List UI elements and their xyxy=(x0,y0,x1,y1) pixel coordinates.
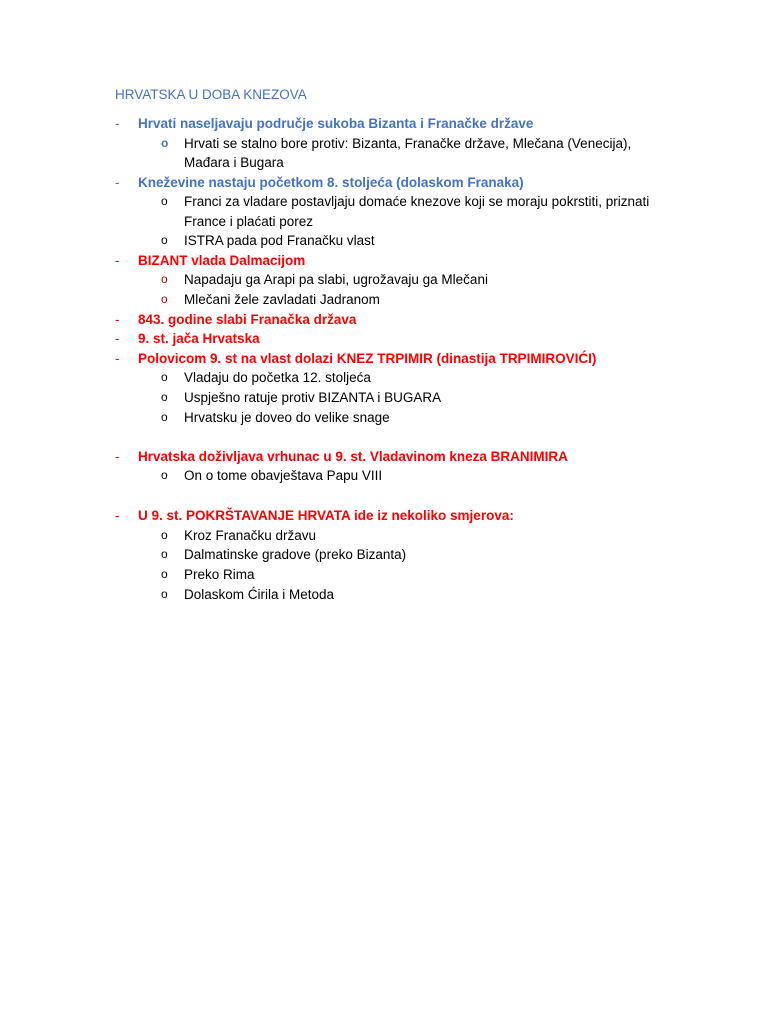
list-item-text: Mlečani žele zavladati Jadranom xyxy=(184,292,380,307)
dash-bullet: - xyxy=(115,312,120,327)
circle-bullet-icon: o xyxy=(161,410,168,424)
list-item-text: Hrvati se stalno bore protiv: Bizanta, Franačke države, Mlečana (Venecija), xyxy=(184,136,632,151)
list-item-text: Dalmatinske gradove (preko Bizanta) xyxy=(184,547,407,562)
circle-bullet-icon: o xyxy=(161,390,168,404)
dash-bullet: - xyxy=(115,331,120,346)
list-item-text: Hrvatska doživljava vrhunac u 9. st. Vladavinom kneza BRANIMIRA xyxy=(138,449,568,464)
list-item-text: Mađara i Bugara xyxy=(184,155,284,170)
list-item-text: France i plaćati porez xyxy=(184,214,314,229)
dash-bullet: - xyxy=(115,449,120,464)
list-item-text: Franci za vladare postavljaju domaće knezove koji se moraju pokrstiti, priznati xyxy=(184,194,650,209)
circle-bullet-icon: o xyxy=(161,233,168,247)
circle-bullet-icon: o xyxy=(161,194,168,208)
list-item-text: Kneževine nastaju početkom 8. stoljeća (dolaskom Franaka) xyxy=(138,175,524,190)
circle-bullet-icon: o xyxy=(161,136,169,150)
list-item-text: U 9. st. POKRŠTAVANJE HRVATA ide iz nekoliko smjerova: xyxy=(138,508,514,523)
list-item-text: ISTRA pada pod Franačku vlast xyxy=(184,233,375,248)
list-item-text: 843. godine slabi Franačka država xyxy=(138,312,357,327)
circle-bullet-icon: o xyxy=(161,528,168,542)
circle-bullet-icon: o xyxy=(161,272,168,286)
list-item-text: Hrvatsku je doveo do velike snage xyxy=(184,410,390,425)
list-item-text: Vladaju do početka 12. stoljeća xyxy=(184,370,371,385)
circle-bullet-icon: o xyxy=(161,567,168,581)
list-item-text: Polovicom 9. st na vlast dolazi KNEZ TRPIMIR (dinastija TRPIMIROVIĆI) xyxy=(138,351,597,366)
list-item-text: Hrvati naseljavaju područje sukoba Bizanta i Franačke države xyxy=(138,116,534,131)
list-item-text: Uspješno ratuje protiv BIZANTA i BUGARA xyxy=(184,390,442,405)
dash-bullet: - xyxy=(115,351,120,366)
document-title: HRVATSKA U DOBA KNEZOVA xyxy=(115,87,307,102)
list-item-text: Kroz Franačku državu xyxy=(184,528,317,543)
circle-bullet-icon: o xyxy=(161,370,168,384)
circle-bullet-icon: o xyxy=(161,547,168,561)
list-item-text: BIZANT vlada Dalmacijom xyxy=(138,253,306,268)
dash-bullet: - xyxy=(115,508,120,523)
list-item-text: Dolaskom Ćirila i Metoda xyxy=(184,587,335,602)
circle-bullet-icon: o xyxy=(161,587,168,601)
circle-bullet-icon: o xyxy=(161,292,168,306)
list-item-text: 9. st. jača Hrvatska xyxy=(138,331,260,346)
circle-bullet-icon: o xyxy=(161,468,168,482)
dash-bullet: - xyxy=(115,116,120,131)
list-item-text: On o tome obavještava Papu VIII xyxy=(184,468,383,483)
dash-bullet: - xyxy=(115,253,120,268)
dash-bullet: - xyxy=(115,175,120,190)
list-item-text: Preko Rima xyxy=(184,567,255,582)
list-item-text: Napadaju ga Arapi pa slabi, ugrožavaju ga Mlečani xyxy=(184,272,488,287)
